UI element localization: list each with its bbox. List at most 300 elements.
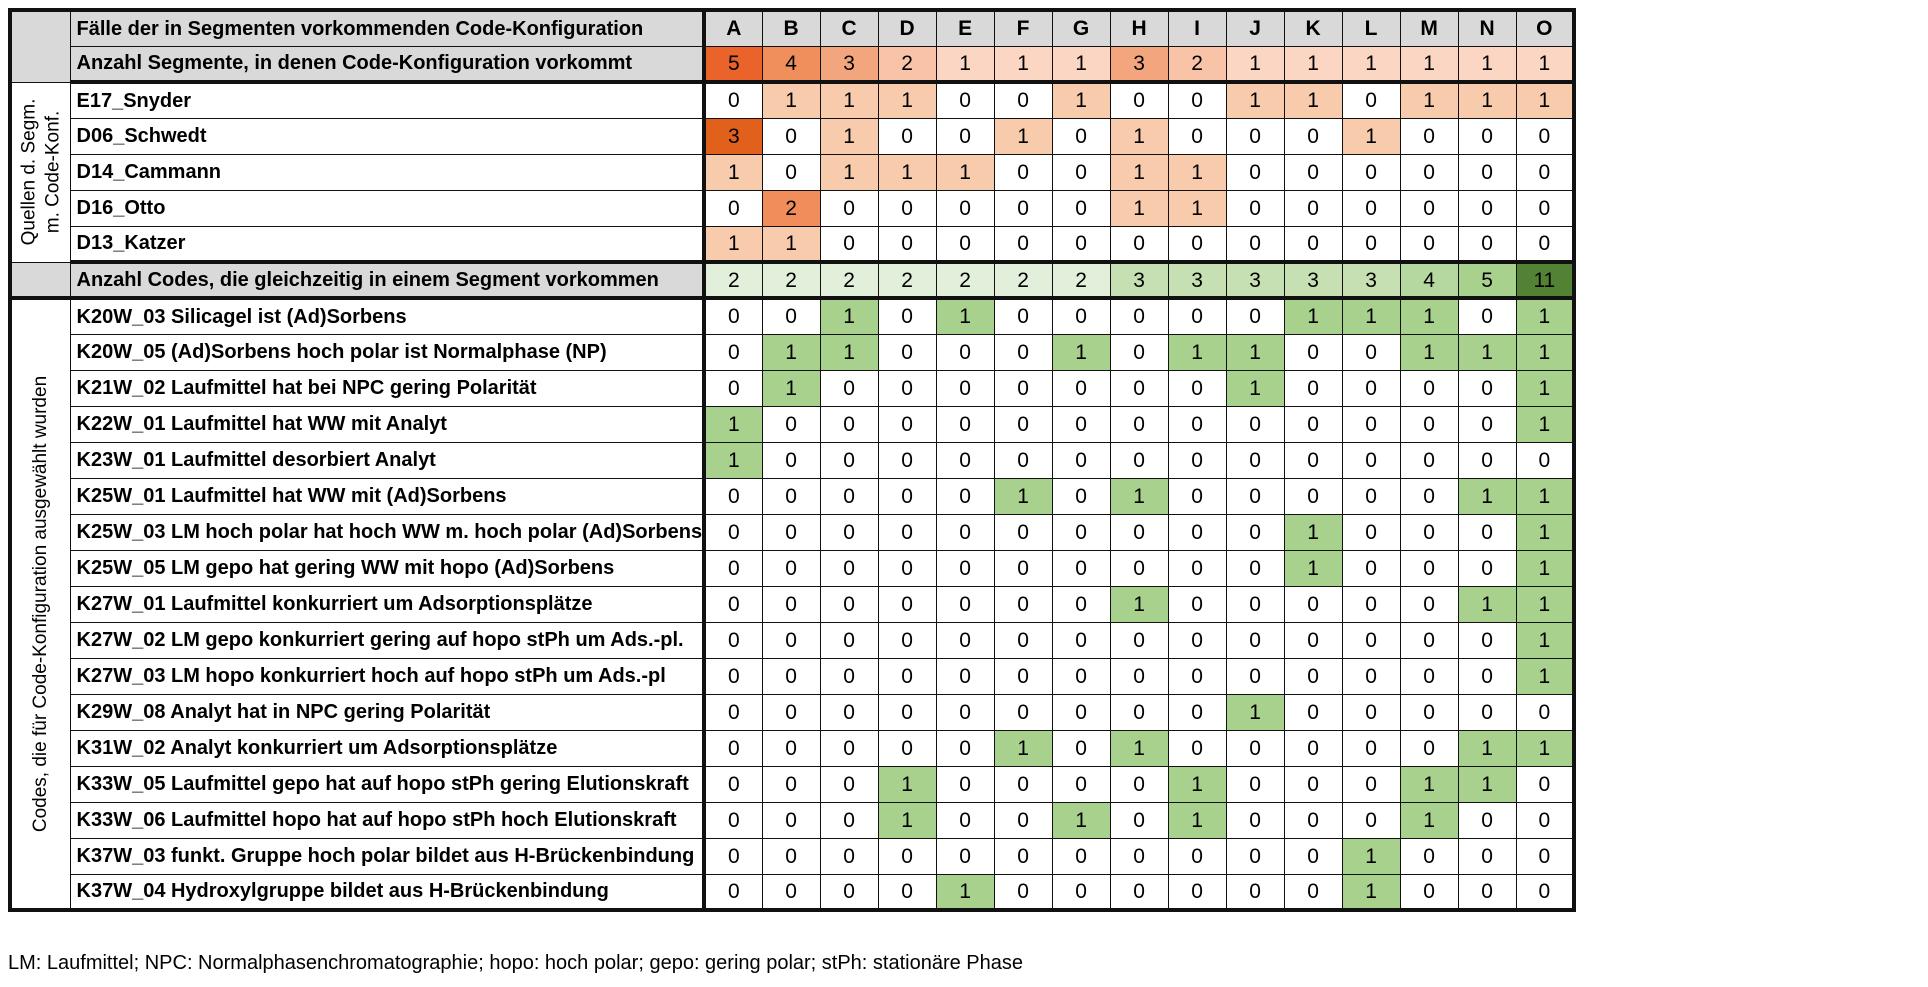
code-value-cell: 0 (1342, 694, 1400, 730)
code-value-cell: 0 (1284, 370, 1342, 406)
code-value-cell: 0 (1168, 586, 1226, 622)
code-name: K20W_05 (Ad)Sorbens hoch polar ist Normalphase (NP) (70, 334, 704, 370)
code-value-cell: 0 (994, 874, 1052, 910)
code-value-cell: 0 (936, 694, 994, 730)
codes-count-cell: 2 (878, 262, 936, 298)
code-value-cell: 0 (762, 838, 820, 874)
code-value-cell: 0 (1052, 478, 1110, 514)
source-value-cell: 0 (1400, 190, 1458, 226)
code-value-cell: 0 (1052, 406, 1110, 442)
codes-count-cell: 2 (820, 262, 878, 298)
code-value-cell: 0 (1284, 622, 1342, 658)
source-name: D06_Schwedt (70, 118, 704, 154)
code-configuration-table (8, 8, 1576, 912)
segments-count-cell: 3 (1110, 46, 1168, 82)
code-value-cell: 0 (1168, 838, 1226, 874)
segments-count-label: Anzahl Segmente, in denen Code-Konfiguration vorkommt (70, 46, 704, 82)
code-value-cell: 0 (936, 514, 994, 550)
code-value-cell: 0 (1458, 658, 1516, 694)
code-name: K27W_01 Laufmittel konkurriert um Adsorptionsplätze (70, 586, 704, 622)
code-row (10, 478, 1574, 514)
source-value-cell: 0 (762, 118, 820, 154)
code-value-cell: 0 (936, 334, 994, 370)
code-value-cell: 0 (704, 550, 762, 586)
code-value-cell: 0 (704, 514, 762, 550)
source-value-cell: 0 (1110, 82, 1168, 118)
code-value-cell: 0 (994, 802, 1052, 838)
code-value-cell: 0 (1052, 550, 1110, 586)
codes-side-text: Codes, die für Code-Konfiguration ausgewählt wurden (29, 375, 51, 833)
code-value-cell: 0 (994, 550, 1052, 586)
code-value-cell: 1 (820, 334, 878, 370)
code-value-cell: 1 (1458, 334, 1516, 370)
code-value-cell: 0 (1052, 766, 1110, 802)
code-value-cell: 0 (820, 766, 878, 802)
code-value-cell: 0 (820, 874, 878, 910)
code-value-cell: 0 (878, 514, 936, 550)
source-value-cell: 0 (878, 118, 936, 154)
code-value-cell: 0 (704, 658, 762, 694)
code-value-cell: 0 (820, 658, 878, 694)
code-value-cell: 0 (1342, 730, 1400, 766)
source-value-cell: 0 (704, 82, 762, 118)
code-value-cell: 0 (1052, 298, 1110, 334)
code-value-cell: 0 (1052, 658, 1110, 694)
column-header: C (820, 10, 878, 46)
code-value-cell: 0 (1400, 514, 1458, 550)
source-value-cell: 0 (1226, 190, 1284, 226)
code-value-cell: 0 (994, 406, 1052, 442)
source-row (10, 118, 1574, 154)
code-value-cell: 0 (1168, 874, 1226, 910)
code-value-cell: 0 (1516, 442, 1574, 478)
code-value-cell: 0 (1110, 874, 1168, 910)
code-value-cell: 0 (704, 622, 762, 658)
code-value-cell: 0 (1168, 514, 1226, 550)
code-value-cell: 0 (878, 658, 936, 694)
source-value-cell: 0 (1458, 154, 1516, 190)
code-value-cell: 1 (1458, 478, 1516, 514)
code-name: K31W_02 Analyt konkurriert um Adsorptionsplätze (70, 730, 704, 766)
code-value-cell: 1 (1458, 730, 1516, 766)
source-value-cell: 0 (936, 226, 994, 262)
source-value-cell: 0 (1226, 118, 1284, 154)
code-value-cell: 0 (1458, 550, 1516, 586)
source-value-cell: 1 (936, 154, 994, 190)
code-value-cell: 1 (1458, 766, 1516, 802)
code-value-cell: 0 (1110, 370, 1168, 406)
code-value-cell: 0 (1284, 442, 1342, 478)
source-value-cell: 0 (878, 226, 936, 262)
code-value-cell: 1 (1110, 586, 1168, 622)
segments-count-cell: 1 (1342, 46, 1400, 82)
code-value-cell: 0 (1342, 334, 1400, 370)
code-value-cell: 0 (1342, 766, 1400, 802)
code-value-cell: 0 (1110, 838, 1168, 874)
code-value-cell: 0 (936, 406, 994, 442)
code-value-cell: 1 (1168, 334, 1226, 370)
source-value-cell: 0 (1284, 118, 1342, 154)
source-value-cell: 1 (878, 154, 936, 190)
codes-count-label: Anzahl Codes, die gleichzeitig in einem Segment vorkommen (70, 262, 704, 298)
code-value-cell: 0 (1284, 838, 1342, 874)
source-value-cell: 1 (762, 82, 820, 118)
code-value-cell: 0 (936, 730, 994, 766)
footnote: LM: Laufmittel; NPC: Normalphasenchromatographie; hopo: hoch polar; gepo: gering polar; stPh: stationäre Phase (8, 952, 1024, 974)
code-value-cell: 0 (1226, 766, 1284, 802)
code-value-cell: 0 (994, 370, 1052, 406)
code-value-cell: 0 (1110, 406, 1168, 442)
code-value-cell: 0 (994, 622, 1052, 658)
code-value-cell: 0 (704, 478, 762, 514)
code-value-cell: 0 (994, 298, 1052, 334)
code-name: K25W_03 LM hoch polar hat hoch WW m. hoch polar (Ad)Sorbens (70, 514, 704, 550)
source-value-cell: 0 (878, 190, 936, 226)
code-name: K21W_02 Laufmittel hat bei NPC gering Polarität (70, 370, 704, 406)
column-header: A (704, 10, 762, 46)
code-value-cell: 0 (936, 442, 994, 478)
code-value-cell: 0 (1052, 838, 1110, 874)
code-value-cell: 1 (704, 442, 762, 478)
code-value-cell: 0 (1342, 442, 1400, 478)
codes-count-row (10, 262, 1574, 298)
code-value-cell: 1 (1342, 838, 1400, 874)
code-value-cell: 0 (762, 802, 820, 838)
source-row (10, 154, 1574, 190)
code-value-cell: 0 (936, 658, 994, 694)
code-row (10, 658, 1574, 694)
source-name: D16_Otto (70, 190, 704, 226)
source-value-cell: 1 (1284, 82, 1342, 118)
code-value-cell: 0 (1110, 622, 1168, 658)
source-value-cell: 0 (820, 190, 878, 226)
column-header: K (1284, 10, 1342, 46)
codes-count-cell: 3 (1226, 262, 1284, 298)
code-value-cell: 1 (1052, 334, 1110, 370)
segments-count-cell: 1 (1226, 46, 1284, 82)
column-header: N (1458, 10, 1516, 46)
code-value-cell: 0 (762, 514, 820, 550)
code-value-cell: 1 (1110, 730, 1168, 766)
code-value-cell: 0 (1226, 478, 1284, 514)
source-value-cell: 0 (1284, 190, 1342, 226)
code-value-cell: 0 (1284, 802, 1342, 838)
source-value-cell: 0 (1516, 154, 1574, 190)
code-value-cell: 0 (1342, 370, 1400, 406)
source-value-cell: 1 (1458, 82, 1516, 118)
code-value-cell: 0 (1110, 766, 1168, 802)
column-header: O (1516, 10, 1574, 46)
source-value-cell: 1 (704, 154, 762, 190)
code-row (10, 694, 1574, 730)
code-value-cell: 0 (1400, 874, 1458, 910)
code-value-cell: 0 (762, 298, 820, 334)
code-row (10, 622, 1574, 658)
source-value-cell: 0 (1052, 226, 1110, 262)
source-value-cell: 1 (1110, 154, 1168, 190)
source-value-cell: 0 (1168, 82, 1226, 118)
code-value-cell: 0 (1516, 838, 1574, 874)
code-value-cell: 1 (994, 478, 1052, 514)
code-value-cell: 0 (878, 478, 936, 514)
codes-count-cell: 3 (1284, 262, 1342, 298)
code-value-cell: 0 (1284, 874, 1342, 910)
codes-count-cell: 5 (1458, 262, 1516, 298)
code-value-cell: 0 (762, 442, 820, 478)
code-value-cell: 0 (820, 802, 878, 838)
source-value-cell: 1 (1342, 118, 1400, 154)
code-value-cell: 0 (1342, 622, 1400, 658)
code-value-cell: 0 (878, 370, 936, 406)
code-name: K22W_01 Laufmittel hat WW mit Analyt (70, 406, 704, 442)
code-value-cell: 0 (878, 586, 936, 622)
source-value-cell: 1 (1400, 82, 1458, 118)
source-row (10, 82, 1574, 118)
code-row (10, 550, 1574, 586)
code-value-cell: 0 (1110, 550, 1168, 586)
code-value-cell: 0 (820, 586, 878, 622)
code-value-cell: 0 (820, 730, 878, 766)
code-value-cell: 0 (936, 766, 994, 802)
column-header: D (878, 10, 936, 46)
code-value-cell: 0 (762, 550, 820, 586)
codes-count-cell: 2 (762, 262, 820, 298)
code-value-cell: 0 (762, 406, 820, 442)
segments-count-cell: 1 (1052, 46, 1110, 82)
code-value-cell: 0 (994, 442, 1052, 478)
code-value-cell: 1 (762, 334, 820, 370)
source-value-cell: 0 (1342, 154, 1400, 190)
code-value-cell: 0 (1458, 802, 1516, 838)
source-value-cell: 0 (1458, 190, 1516, 226)
source-value-cell: 0 (1342, 82, 1400, 118)
code-value-cell: 0 (1458, 298, 1516, 334)
source-value-cell: 0 (1052, 190, 1110, 226)
source-row (10, 190, 1574, 226)
code-name: K27W_02 LM gepo konkurriert gering auf hopo stPh um Ads.-pl. (70, 622, 704, 658)
source-value-cell: 0 (994, 154, 1052, 190)
code-value-cell: 0 (762, 730, 820, 766)
code-value-cell: 0 (1226, 550, 1284, 586)
code-value-cell: 0 (1226, 838, 1284, 874)
code-value-cell: 1 (1516, 550, 1574, 586)
code-value-cell: 0 (878, 730, 936, 766)
code-value-cell: 0 (1226, 622, 1284, 658)
source-value-cell: 1 (1168, 190, 1226, 226)
table-wrapper (8, 8, 1576, 912)
code-value-cell: 0 (1342, 802, 1400, 838)
source-value-cell: 0 (1516, 190, 1574, 226)
code-value-cell: 0 (1400, 838, 1458, 874)
source-value-cell: 1 (820, 118, 878, 154)
code-value-cell: 0 (1226, 658, 1284, 694)
source-value-cell: 0 (1284, 226, 1342, 262)
code-value-cell: 0 (878, 406, 936, 442)
code-row (10, 514, 1574, 550)
code-value-cell: 1 (1400, 334, 1458, 370)
code-value-cell: 0 (1226, 802, 1284, 838)
code-value-cell: 0 (994, 766, 1052, 802)
code-value-cell: 1 (1400, 766, 1458, 802)
segments-count-cell: 1 (1284, 46, 1342, 82)
code-value-cell: 0 (1516, 694, 1574, 730)
code-row (10, 730, 1574, 766)
source-value-cell: 0 (704, 190, 762, 226)
codes-count-cell: 2 (1052, 262, 1110, 298)
code-name: K23W_01 Laufmittel desorbiert Analyt (70, 442, 704, 478)
code-value-cell: 1 (936, 298, 994, 334)
code-value-cell: 0 (820, 550, 878, 586)
header-row (10, 10, 1574, 46)
code-value-cell: 1 (762, 370, 820, 406)
source-value-cell: 0 (994, 190, 1052, 226)
segments-count-cell: 5 (704, 46, 762, 82)
code-value-cell: 0 (820, 694, 878, 730)
source-value-cell: 0 (936, 190, 994, 226)
code-value-cell: 0 (704, 334, 762, 370)
code-value-cell: 0 (1458, 406, 1516, 442)
segments-count-cell: 1 (1458, 46, 1516, 82)
source-value-cell: 0 (1110, 226, 1168, 262)
column-header: L (1342, 10, 1400, 46)
code-value-cell: 0 (878, 622, 936, 658)
code-value-cell: 0 (1342, 586, 1400, 622)
source-value-cell: 0 (1342, 226, 1400, 262)
code-value-cell: 0 (878, 334, 936, 370)
code-value-cell: 0 (1342, 514, 1400, 550)
source-value-cell: 0 (1516, 226, 1574, 262)
segments-count-cell: 1 (936, 46, 994, 82)
column-header: J (1226, 10, 1284, 46)
code-value-cell: 0 (1052, 694, 1110, 730)
code-value-cell: 0 (1458, 874, 1516, 910)
code-row (10, 766, 1574, 802)
source-value-cell: 0 (820, 226, 878, 262)
code-value-cell: 0 (704, 838, 762, 874)
code-value-cell: 0 (1284, 730, 1342, 766)
code-value-cell: 0 (1516, 874, 1574, 910)
source-value-cell: 0 (1226, 226, 1284, 262)
code-value-cell: 0 (1400, 730, 1458, 766)
code-value-cell: 0 (1516, 766, 1574, 802)
source-value-cell: 0 (936, 118, 994, 154)
source-name: D13_Katzer (70, 226, 704, 262)
code-value-cell: 1 (1342, 298, 1400, 334)
code-value-cell: 0 (1400, 478, 1458, 514)
source-value-cell: 0 (994, 226, 1052, 262)
code-value-cell: 0 (1284, 694, 1342, 730)
code-value-cell: 0 (762, 478, 820, 514)
segments-count-row (10, 46, 1574, 82)
code-value-cell: 0 (1110, 442, 1168, 478)
segments-count-cell: 2 (1168, 46, 1226, 82)
code-value-cell: 0 (878, 694, 936, 730)
code-value-cell: 0 (1226, 514, 1284, 550)
code-value-cell: 0 (762, 874, 820, 910)
codes-count-cell: 3 (1342, 262, 1400, 298)
code-value-cell: 0 (1110, 514, 1168, 550)
code-name: K29W_08 Analyt hat in NPC gering Polarität (70, 694, 704, 730)
code-value-cell: 1 (820, 298, 878, 334)
column-header: G (1052, 10, 1110, 46)
code-value-cell: 1 (1516, 370, 1574, 406)
code-value-cell: 1 (1226, 370, 1284, 406)
code-value-cell: 0 (704, 370, 762, 406)
column-header: B (762, 10, 820, 46)
code-value-cell: 1 (1516, 658, 1574, 694)
code-row (10, 802, 1574, 838)
codes-side-label (10, 298, 70, 910)
code-value-cell: 0 (1226, 298, 1284, 334)
source-value-cell: 1 (1110, 118, 1168, 154)
source-value-cell: 1 (1052, 82, 1110, 118)
segments-count-cell: 1 (1400, 46, 1458, 82)
code-value-cell: 0 (1400, 370, 1458, 406)
code-value-cell: 0 (1400, 694, 1458, 730)
source-value-cell: 0 (1400, 154, 1458, 190)
code-value-cell: 0 (994, 514, 1052, 550)
code-value-cell: 0 (820, 478, 878, 514)
source-value-cell: 1 (1516, 82, 1574, 118)
code-value-cell: 1 (1284, 514, 1342, 550)
source-value-cell: 1 (820, 82, 878, 118)
code-value-cell: 0 (1284, 406, 1342, 442)
code-value-cell: 0 (820, 838, 878, 874)
codes-count-cell: 3 (1110, 262, 1168, 298)
source-value-cell: 0 (1284, 154, 1342, 190)
code-value-cell: 0 (1168, 730, 1226, 766)
code-row (10, 298, 1574, 334)
code-value-cell: 1 (1168, 766, 1226, 802)
segments-count-cell: 3 (820, 46, 878, 82)
header-title: Fälle der in Segmenten vorkommenden Code-Konfiguration (70, 10, 704, 46)
code-value-cell: 0 (936, 802, 994, 838)
code-value-cell: 0 (1458, 370, 1516, 406)
code-value-cell: 0 (1168, 442, 1226, 478)
code-value-cell: 0 (762, 586, 820, 622)
column-header: M (1400, 10, 1458, 46)
column-header: I (1168, 10, 1226, 46)
source-value-cell: 1 (762, 226, 820, 262)
code-value-cell: 0 (1052, 622, 1110, 658)
code-value-cell: 0 (878, 298, 936, 334)
code-value-cell: 0 (1052, 514, 1110, 550)
code-value-cell: 1 (1226, 694, 1284, 730)
code-value-cell: 0 (762, 622, 820, 658)
code-value-cell: 1 (704, 406, 762, 442)
code-value-cell: 1 (1226, 334, 1284, 370)
code-value-cell: 0 (1110, 298, 1168, 334)
code-value-cell: 0 (762, 694, 820, 730)
code-value-cell: 0 (1168, 478, 1226, 514)
code-value-cell: 0 (762, 658, 820, 694)
code-value-cell: 0 (994, 694, 1052, 730)
code-value-cell: 0 (994, 334, 1052, 370)
source-name: D14_Cammann (70, 154, 704, 190)
code-value-cell: 0 (1110, 334, 1168, 370)
code-name: K20W_03 Silicagel ist (Ad)Sorbens (70, 298, 704, 334)
column-header: H (1110, 10, 1168, 46)
source-value-cell: 0 (1400, 226, 1458, 262)
codes-count-cell: 11 (1516, 262, 1574, 298)
code-value-cell: 0 (994, 586, 1052, 622)
code-row (10, 442, 1574, 478)
code-value-cell: 0 (1458, 838, 1516, 874)
code-value-cell: 0 (1400, 550, 1458, 586)
code-value-cell: 0 (936, 586, 994, 622)
code-value-cell: 0 (1400, 658, 1458, 694)
code-value-cell: 0 (1052, 730, 1110, 766)
